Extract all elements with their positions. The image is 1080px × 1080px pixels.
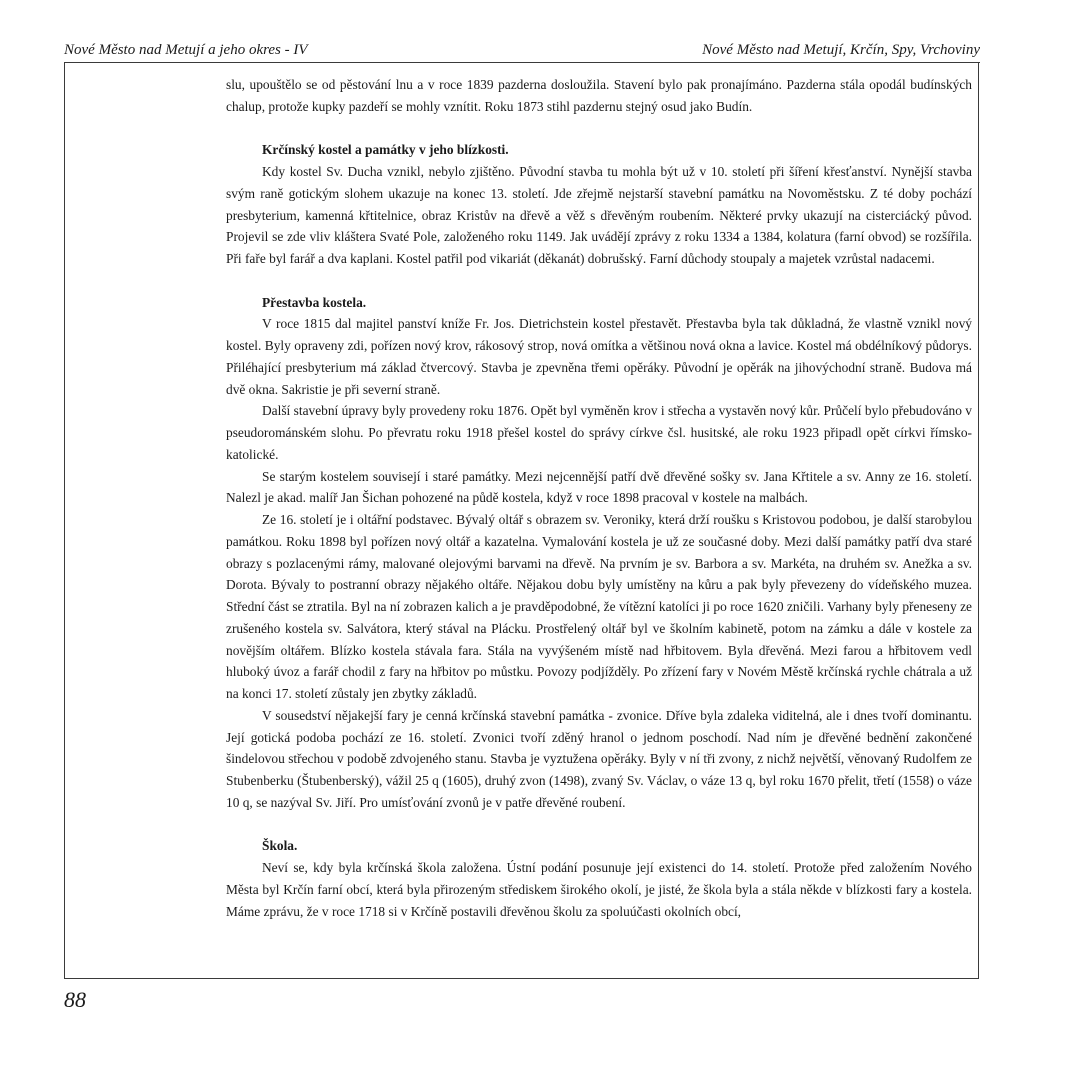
paragraph: Se starým kostelem souvisejí i staré památky. Mezi nejcennější patří dvě dřevěné sošky sv. Jana Křtitele a sv. Anny ze 16. století. Nalezl je akad. malíř Jan Šichan pohozené na půdě kostela, když v roce 1898 pracoval v kostele na malbách. — [226, 468, 972, 506]
paragraph: V roce 1815 dal majitel panství kníže Fr. Jos. Dietrichstein kostel přestavět. Přestavba byla tak důkladná, že vlastně vznikl nový kostel. Byly opraveny zdi, pořízen nový krov, rákosový strop, nová omítka a většinou nová okna a lavice. Kostel má obdélníkový půdorys. Přiléhající presbyterium má základ čtvercový. Stavba je zpevněna třemi opěráky. Původní je opěrák na jihovýchodní straně. Budova má dvě okna. Sakristie je při severní straně. — [226, 316, 972, 397]
paragraph: Další stavební úpravy byly provedeny roku 1876. Opět byl vyměněn krov i střecha a vystavěn nový kůr. Průčelí bylo přebudováno v pseudorománském slohu. Po převratu roku 1918 přešel kostel do správy církve čsl. husitské, ale roku 1923 připadl opět církvi římsko-katolické. — [226, 403, 972, 462]
body-text — [226, 74, 972, 922]
paragraph: Neví se, kdy byla krčínská škola založena. Ústní podání posunuje její existenci do 14. století. Protože před založením Nového Města byl Krčín farní obcí, která byla přirozeným střediskem širokého okolí, je jisté, že škola byla a stála někde v blízkosti fary a kostela. Máme zprávu, že v roce 1718 si v Krčíně postavili dřevěnou školu za spoluúčasti okolních obcí, — [226, 860, 972, 919]
intro-paragraph: slu, upouštělo se od pěstování lnu a v roce 1839 pazderna dosloužila. Stavení bylo pak pronajímáno. Pazderna stála opodál budínských chalup, protože kupky pazdeří se mohly vznítit. Roku 1873 stihl pazdernu stejný osud jako Budín. — [226, 77, 972, 114]
running-header — [64, 40, 980, 60]
running-header-right: Nové Město nad Metují, Krčín, Spy, Vrchoviny — [702, 42, 980, 58]
section-heading-school: Škola. — [262, 838, 298, 854]
section-heading-church: Krčínský kostel a památky v jeho blízkosti. — [262, 142, 509, 158]
section-heading-reconstruction: Přestavba kostela. — [262, 294, 367, 310]
paragraph: Ze 16. století je i oltářní podstavec. Bývalý oltář s obrazem sv. Veroniky, která drží roušku s Kristovou podobou, je další starobylou památkou. Roku 1898 byl pořízen nový oltář a kazatelna. Vymalování kostela je už ze současné doby. Mezi další památky patří dva staré obrazy s pozlacenými rámy, malované olejovými barvami na dřevě. Na prvním je sv. Barbora a sv. Markéta, na druhém sv. Anežka a sv. Dorota. Bývaly to postranní obrazy nějakého oltáře. Nějakou dobu byly umístěny na kůru a pak byly převezeny do vídeňského muzea. Střední část se ztratila. Byl na ní zobrazen kalich a je pravděpodobné, že vítězní katolíci ji po roce 1620 zničili. Varhany byly přeneseny ze zrušeného kostela sv. Salvátora, který stával na Plácku. Prostřelený oltář byl ve školním kabinetě, potom na zámku a dále v kostele za novějším oltářem. Blízko kostela stávala fara. Stála na vyvýšeném místě nad hřbitovem. Byla dřevěná. Mezi farou a hřbitovem vedl hluboký úvoz a farář chodil z fary na hřbitov po můstku. Povozy podjížděly. Po zřízení fary v Novém Městě krčínská rychle chátrala a už na konci 17. století zůstaly jen zbytky základů. — [226, 512, 972, 701]
paragraph: V sousedství nějakejší fary je cenná krčínská stavební památka - zvonice. Dříve byla zdaleka viditelná, ale i dnes tvoří dominantu. Její gotická podoba pochází ze 16. století. Zvonici tvoří zděný hranol o jednom poschodí. Nad ním je dřevěné bednění zakončené šindelovou střechou v podobě zdvojeného stanu. Stavba je vyztužena opěráky. Byly v ní tři zvony, z nichž největší, věnovaný Rudolfem ze Stubenberku (Štubenberský), vážil 25 q (1605), druhý zvon (1498), zvaný Sv. Václav, o váze 13 q, byl roku 1670 přelit, třetí (1558) o váze 10 q, se nazýval Sv. Jiří. Pro umísťování zvonů je v patře dřevěné roubení. — [226, 707, 972, 810]
page-number: 88 — [64, 987, 86, 1012]
running-header-left: Nové Město nad Metují a jeho okres - IV — [64, 42, 308, 58]
paragraph: Kdy kostel Sv. Ducha vznikl, nebylo zjištěno. Původní stavba tu mohla být už v 10. století při šíření křesťanství. Nynější stavba svým raně gotickým slohem ukazuje na konec 13. století. Jde zřejmě nejstarší stavební památku na Novoměstsku. Z té doby pochází presbyterium, kamenná křtitelnice, obraz Kristův na dřevě a věž s dřevěným roubením. Některé prvky ukazují na cisterciácký původ. Projevil se zde vliv kláštera Svaté Pole, založeného roku 1149. Jak uvádějí zprávy z roku 1334 a 1384, kolatura (farní obvod) se rozšířila. Při faře byl farář a dva kaplani. Kostel patřil pod vikariát (děkanát) dobrušský. Farní důchody stoupaly a majetek vzrůstal nadacemi. — [226, 164, 972, 266]
